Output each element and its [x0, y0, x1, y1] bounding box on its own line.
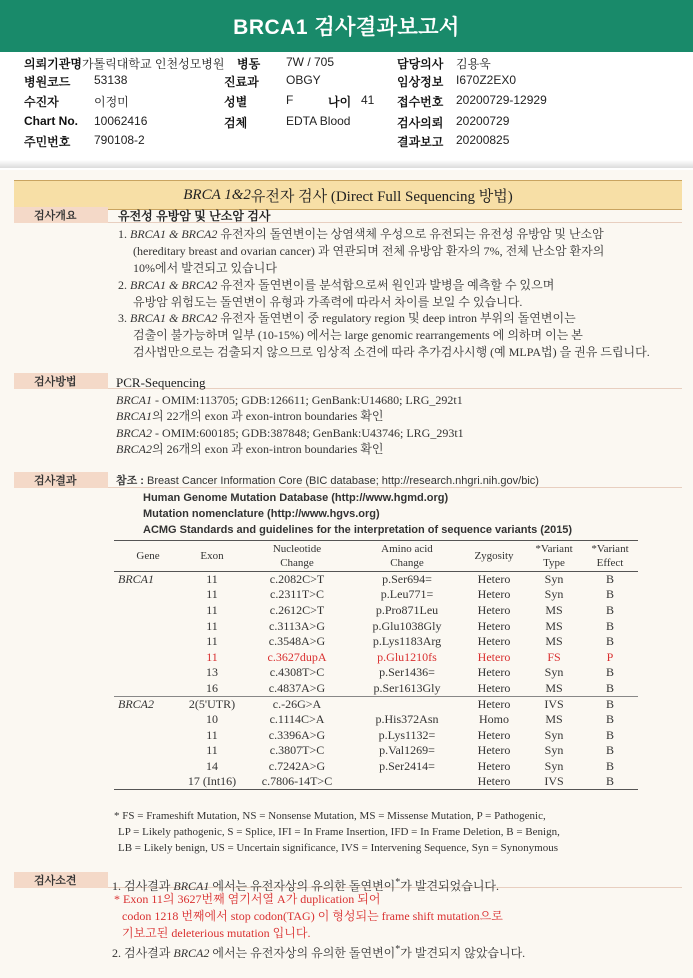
exon-cell: 11	[206, 634, 218, 649]
method-brca2-exons: BRCA2의 26개의 exon 과 exon-intron boundaries 확인	[116, 442, 384, 456]
nucleotide-cell: c.-26G>A	[242, 696, 352, 712]
nucleotide-cell: c.3396A>G	[268, 727, 326, 742]
variant-type-cell: MS	[545, 634, 563, 649]
exon-cell: 13	[206, 665, 218, 680]
variant-type-cell: Syn	[544, 743, 564, 758]
specimen-label: 검체	[224, 116, 248, 130]
overview-rule	[14, 222, 682, 223]
col-variant-effect: *Variant Effect	[591, 543, 629, 569]
variant-type-cell: Syn	[544, 665, 564, 680]
variant-type-cell: Syn	[544, 587, 564, 602]
variant-effect-cell: B	[605, 587, 614, 602]
examinee-label: 수진자	[24, 95, 59, 109]
zygosity-cell: Hetero	[477, 743, 511, 758]
exon-cell: 2(5'UTR)	[182, 696, 242, 712]
variant-effect-cell: B	[605, 665, 614, 680]
gene-cell	[114, 587, 182, 603]
zygosity-cell: Hetero	[477, 758, 511, 773]
test-title-banner	[14, 180, 682, 210]
ward-label: 병동	[237, 57, 261, 71]
footnote-line2: LP = Likely pathogenic, S = Splice, IFI = In Frame Insertion, IFD = In Frame Deletion, B = Benign,	[118, 826, 560, 838]
gene-cell	[114, 774, 182, 790]
table-row	[114, 712, 638, 728]
reference-line3: Mutation nomenclature (http://www.hgvs.org)	[143, 508, 380, 520]
overview-p3-line2: 검출이 불가능하며 일부 (10-15%) 에서는 large genomic rearrangements 에 의하며 이는 본	[133, 328, 583, 342]
doctor-value: 김용욱	[456, 57, 491, 71]
code-value: 53138	[94, 73, 128, 87]
examinee-value: 이정미	[94, 95, 129, 109]
zygosity-cell: Hetero	[477, 618, 511, 633]
overview-p2-line1: 2. BRCA1 & BRCA2 유전자 돌연변이를 분석함으로써 원인과 발병을 예측할 수 있으며	[118, 278, 555, 292]
gene-cell	[114, 727, 182, 743]
col-zygosity: Zygosity	[474, 550, 514, 562]
exon-cell: 14	[206, 758, 218, 773]
col-gene: Gene	[136, 550, 160, 562]
hospital-label: 의뢰기관명	[24, 57, 82, 71]
col-exon: Exon	[200, 550, 224, 562]
nucleotide-cell: c.4308T>C	[269, 665, 325, 680]
exon-cell: 11	[206, 602, 218, 617]
request-value: 20200729	[456, 114, 510, 128]
amino-acid-cell: p.Ser694=	[382, 572, 432, 587]
amino-acid-cell: p.Glu1038Gly	[372, 618, 442, 633]
nucleotide-cell: c.2082C>T	[269, 572, 325, 587]
mutation-table	[114, 540, 638, 790]
resident-label: 주민번호	[24, 135, 71, 149]
amino-acid-cell	[352, 696, 462, 712]
table-row	[114, 618, 638, 634]
test-title-rest: 유전자 검사 (Direct Full Sequencing 방법)	[250, 188, 513, 205]
exon-cell: 11	[206, 587, 218, 602]
sex-label: 성별	[224, 95, 248, 109]
method-brca2-ref: BRCA2 - OMIM:600185; GDB:387848; GenBank:U43746; LRG_293t1	[116, 426, 464, 440]
col-variant-type: *Variant Type	[535, 543, 573, 569]
gene-cell: BRCA2	[114, 696, 182, 712]
overview-p1-line3: 10%에서 발견되고 있습니다	[133, 261, 277, 275]
exon-cell: 11	[206, 727, 218, 742]
variant-effect-cell: B	[582, 774, 638, 790]
table-row	[114, 727, 638, 743]
gene-cell: BRCA1	[118, 572, 154, 587]
age-label: 나이	[328, 95, 352, 109]
footnote-line3: LB = Likely benign, US = Uncertain significance, IVS = Intervening Sequence, Syn = Synonymous	[118, 842, 558, 854]
resident-value: 790108-2	[94, 133, 145, 147]
findings-line1: 1. 검사결과 BRCA1 에서는 유전자상의 유의한 돌연변이*가 발견되었습니다.	[112, 877, 500, 893]
table-header-row	[114, 541, 638, 572]
zygosity-cell: Homo	[479, 712, 509, 727]
zygosity-cell: Hetero	[477, 649, 511, 664]
variant-type-cell: MS	[545, 618, 563, 633]
table-row	[114, 681, 638, 697]
amino-acid-cell: p.Lys1132=	[378, 727, 436, 742]
amino-acid-cell: p.His372Asn	[375, 712, 439, 727]
variant-effect-cell: B	[605, 758, 614, 773]
nucleotide-cell: c.3627dupA	[267, 649, 327, 664]
overview-p3-line1: 3. BRCA1 & BRCA2 유전자 돌연변이 중 regulatory region 및 deep intron 부위의 돌연변이는	[118, 311, 576, 325]
variant-type-cell: MS	[545, 680, 563, 695]
zygosity-cell: Hetero	[477, 634, 511, 649]
gene-cell	[114, 634, 182, 650]
gene-cell	[114, 665, 182, 681]
col-nucleotide: Nucleotide Change	[272, 543, 322, 569]
reference-line2: Human Genome Mutation Database (http://www.hgmd.org)	[143, 492, 449, 504]
nucleotide-cell: c.3113A>G	[269, 618, 325, 633]
amino-acid-cell: p.Ser1436=	[379, 665, 435, 680]
age-value: 41	[361, 93, 375, 107]
variant-type-cell: FS	[547, 649, 561, 664]
nucleotide-cell: c.2311T>C	[270, 587, 324, 602]
clinical-label: 임상정보	[397, 75, 444, 89]
nucleotide-cell: c.7806-14T>C	[242, 774, 352, 790]
nucleotide-cell: c.3548A>G	[268, 634, 326, 649]
col-amino-acid: Amino acid Change	[381, 543, 433, 569]
amino-acid-cell	[352, 774, 462, 790]
chart-label: Chart No.	[24, 114, 78, 128]
table-row	[114, 743, 638, 759]
findings-detail-line3: 기보고된 deleterious mutation 입니다.	[122, 926, 311, 940]
variant-effect-cell: B	[605, 618, 614, 633]
method-brca1-ref: BRCA1 - OMIM:113705; GDB:126611; GenBank:U14680; LRG_292t1	[116, 393, 463, 407]
amino-acid-cell: p.Lys1183Arg	[372, 634, 442, 649]
sex-value: F	[286, 93, 294, 107]
findings-detail-line2: codon 1218 번째에서 stop codon(TAG) 이 형성되는 frame shift mutation으로	[122, 909, 503, 923]
reference-line4: ACMG Standards and guidelines for the interpretation of sequence variants (2015)	[143, 524, 573, 536]
variant-type-cell: Syn	[544, 572, 564, 587]
variant-type-cell: IVS	[526, 696, 582, 712]
doctor-label: 담당의사	[397, 57, 444, 71]
code-label: 병원코드	[24, 75, 71, 89]
method-name: PCR-Sequencing	[116, 375, 206, 390]
amino-acid-cell: p.Ser1613Gly	[373, 680, 441, 695]
variant-type-cell: MS	[545, 712, 563, 727]
overview-p3-line3: 검사법만으로는 검출되지 않으므로 임상적 소견에 따라 추가검사시행 (예 MLPA법) 을 권유 드립니다.	[133, 345, 650, 359]
specimen-value: EDTA Blood	[286, 114, 351, 128]
chart-value: 10062416	[94, 114, 148, 128]
footnote-line1: * FS = Frameshift Mutation, NS = Nonsense Mutation, MS = Missense Mutation, P = Pathogenic,	[114, 810, 546, 822]
zygosity-cell: Hetero	[462, 696, 526, 712]
section-divider	[0, 160, 693, 168]
nucleotide-cell: c.2612C>T	[269, 602, 325, 617]
variant-effect-cell: B	[605, 712, 614, 727]
variant-type-cell: Syn	[544, 727, 564, 742]
gene-cell	[114, 603, 182, 619]
zygosity-cell: Hetero	[462, 774, 526, 790]
zygosity-cell: Hetero	[477, 727, 511, 742]
overview-label: 검사개요	[14, 207, 108, 223]
method-label: 검사방법	[14, 373, 108, 389]
gene-cell	[114, 618, 182, 634]
test-title-italic: BRCA 1&2	[183, 186, 251, 203]
variant-effect-cell: B	[605, 602, 614, 617]
gene-cell	[114, 712, 182, 728]
findings-line2: 2. 검사결과 BRCA2 에서는 유전자상의 유의한 돌연변이*가 발견되지 않았습니다.	[112, 944, 526, 960]
table-row	[114, 587, 638, 603]
variant-type-cell: MS	[545, 602, 563, 617]
zygosity-cell: Hetero	[477, 572, 511, 587]
gene-cell	[114, 681, 182, 697]
variant-effect-cell: B	[605, 743, 614, 758]
overview-heading: 유전성 유방암 및 난소암 검사	[118, 209, 271, 223]
table-row	[114, 572, 638, 588]
overview-p2-line2: 유방암 위험도는 돌연변이 유형과 가족력에 따라서 차이를 보일 수 있습니다.	[133, 295, 523, 309]
ward-value: 7W / 705	[286, 55, 335, 69]
method-rule	[14, 388, 682, 389]
receipt-label: 접수번호	[397, 95, 444, 109]
table-row	[114, 696, 638, 712]
dept-value: OBGY	[286, 73, 321, 87]
nucleotide-cell: c.4837A>G	[268, 680, 326, 695]
request-label: 검사의뢰	[397, 116, 444, 130]
gene-cell	[114, 743, 182, 759]
zygosity-cell: Hetero	[477, 665, 511, 680]
report-label: 결과보고	[397, 135, 444, 149]
variant-effect-cell: B	[582, 696, 638, 712]
variant-effect-cell: B	[605, 634, 614, 649]
amino-acid-cell: p.Ser2414=	[379, 758, 435, 773]
exon-cell: 11	[206, 649, 218, 664]
exon-cell: 17 (Int16)	[182, 774, 242, 790]
zygosity-cell: Hetero	[477, 602, 511, 617]
gene-cell	[114, 759, 182, 775]
dept-label: 진료과	[224, 75, 259, 89]
receipt-value: 20200729-12929	[456, 93, 547, 107]
amino-acid-cell: p.Pro871Leu	[375, 602, 439, 617]
overview-p1-line2: (hereditary breast and ovarian cancer) 과 연관되며 전체 유방암 환자의 7%, 전체 난소암 환자의	[133, 244, 605, 258]
table-row	[114, 774, 638, 790]
exon-cell: 16	[206, 680, 218, 695]
table-row	[114, 634, 638, 650]
report-value: 20200825	[456, 133, 510, 147]
variant-effect-cell: B	[605, 680, 614, 695]
variant-type-cell: IVS	[526, 774, 582, 790]
amino-acid-cell: p.Leu771=	[380, 587, 434, 602]
nucleotide-cell: c.1114C>A	[269, 712, 325, 727]
table-row	[114, 665, 638, 681]
results-label: 검사결과	[14, 472, 108, 488]
table-row	[114, 603, 638, 619]
gene-cell	[114, 649, 182, 665]
findings-detail-line1: * Exon 11의 3627번째 염기서열 A가 duplication 되어	[114, 892, 381, 906]
zygosity-cell: Hetero	[477, 587, 511, 602]
reference-line1: 참조 : Breast Cancer Information Core (BIC database; http://research.nhgri.nih.gov/bic)	[116, 475, 539, 487]
table-row	[114, 759, 638, 775]
clinical-value: I670Z2EX0	[456, 73, 517, 87]
report-title: BRCA1 검사결과보고서	[0, 0, 693, 52]
zygosity-cell: Hetero	[477, 680, 511, 695]
amino-acid-cell: p.Glu1210fs	[377, 649, 437, 664]
exon-cell: 11	[206, 618, 218, 633]
method-brca1-exons: BRCA1의 22개의 exon 과 exon-intron boundaries 확인	[116, 409, 384, 423]
overview-p1-line1: 1. BRCA1 & BRCA2 유전자의 돌연변이는 상염색체 우성으로 유전되는 유전성 유방암 및 난소암	[118, 227, 604, 241]
exon-cell: 11	[206, 572, 218, 587]
variant-effect-cell: B	[605, 572, 614, 587]
variant-effect-cell: P	[606, 649, 614, 664]
amino-acid-cell: p.Val1269=	[379, 743, 435, 758]
table-row	[114, 649, 638, 665]
exon-cell: 11	[206, 743, 218, 758]
nucleotide-cell: c.3807T>C	[269, 743, 325, 758]
hospital-value: 가톨릭대학교 인천성모병원	[82, 57, 225, 71]
nucleotide-cell: c.7242A>G	[268, 758, 326, 773]
exon-cell: 10	[206, 712, 218, 727]
variant-effect-cell: B	[605, 727, 614, 742]
findings-label: 검사소견	[14, 872, 108, 888]
variant-type-cell: Syn	[544, 758, 564, 773]
